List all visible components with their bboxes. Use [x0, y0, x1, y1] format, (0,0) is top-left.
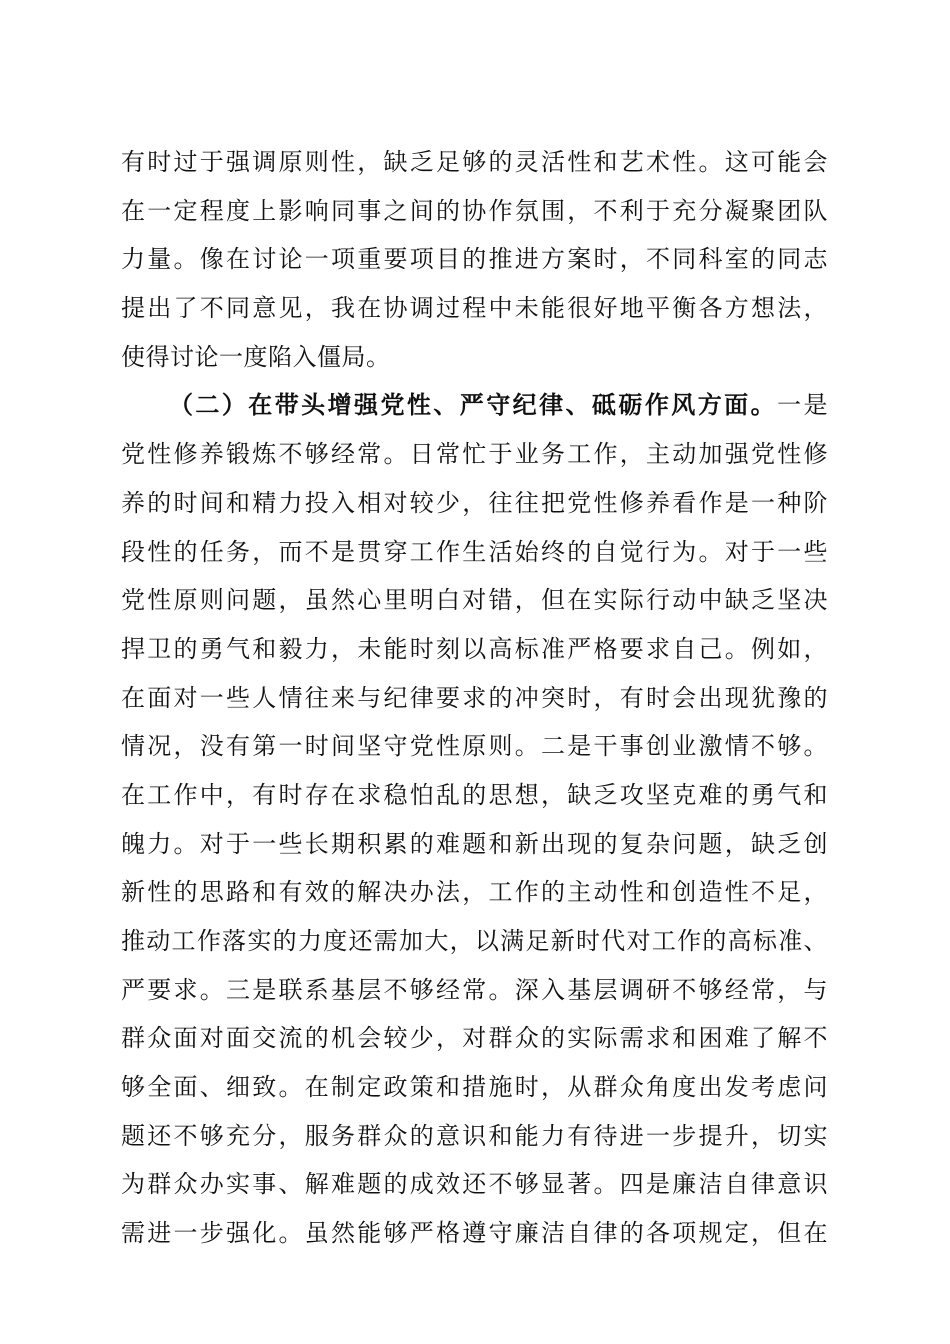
text-line: 够全面、细致。在制定政策和措施时，从群众角度出发考虑问 — [121, 1073, 828, 1102]
text-line: 捍卫的勇气和毅力，未能时刻以高标准严格要求自己。例如， — [121, 634, 828, 663]
text-line: 严要求。三是联系基层不够经常。深入基层调研不够经常，与 — [121, 975, 828, 1004]
text-line: 提出了不同意见，我在协调过程中未能很好地平衡各方想法， — [121, 294, 828, 323]
text-line: 魄力。对于一些长期积累的难题和新出现的复杂问题，缺乏创 — [121, 829, 828, 858]
text-line: 段性的任务，而不是贯穿工作生活始终的自觉行为。对于一些 — [121, 537, 828, 566]
section-heading: （二）在带头增强党性、严守纪律、砥砺作风方面。 — [169, 390, 778, 420]
text-line: 新性的思路和有效的解决办法，工作的主动性和创造性不足， — [121, 878, 828, 907]
text-line: 在面对一些人情往来与纪律要求的冲突时，有时会出现犹豫的 — [121, 683, 828, 712]
text-line: 在一定程度上影响同事之间的协作氛围，不利于充分凝聚团队 — [121, 196, 828, 225]
paragraph-1 — [121, 138, 828, 381]
text-line: 推动工作落实的力度还需加大，以满足新时代对工作的高标准、 — [121, 927, 828, 955]
text-line: 有时过于强调原则性，缺乏足够的灵活性和艺术性。这可能会 — [121, 148, 828, 176]
text-line: 使得讨论一度陷入僵局。 — [121, 342, 391, 371]
text-line: 为群众办实事、解难题的成效还不够显著。四是廉洁自律意识 — [121, 1170, 828, 1199]
text-line: 党性修养锻炼不够经常。日常忙于业务工作，主动加强党性修 — [121, 440, 828, 469]
text-line: 在工作中，有时存在求稳怕乱的思想，缺乏攻坚克难的勇气和 — [121, 780, 828, 809]
heading-line-rest: 一是 — [777, 391, 828, 420]
text-line: 养的时间和精力投入相对较少，往往把党性修养看作是一种阶 — [121, 488, 828, 517]
text-line: 题还不够充分，服务群众的意识和能力有待进一步提升，切实 — [121, 1121, 828, 1150]
text-line: 需进一步强化。虽然能够严格遵守廉洁自律的各项规定，但在 — [121, 1219, 828, 1248]
text-line: 党性原则问题，虽然心里明白对错，但在实际行动中缺乏坚决 — [121, 586, 828, 615]
section-heading-line — [121, 381, 828, 430]
document-body — [121, 138, 828, 1258]
paragraph-2 — [121, 381, 828, 1257]
text-line: 情况，没有第一时间坚守党性原则。二是干事创业激情不够。 — [121, 732, 828, 761]
text-line: 力量。像在讨论一项重要项目的推进方案时，不同科室的同志 — [121, 245, 828, 274]
text-line: 群众面对面交流的机会较少，对群众的实际需求和困难了解不 — [121, 1024, 828, 1053]
